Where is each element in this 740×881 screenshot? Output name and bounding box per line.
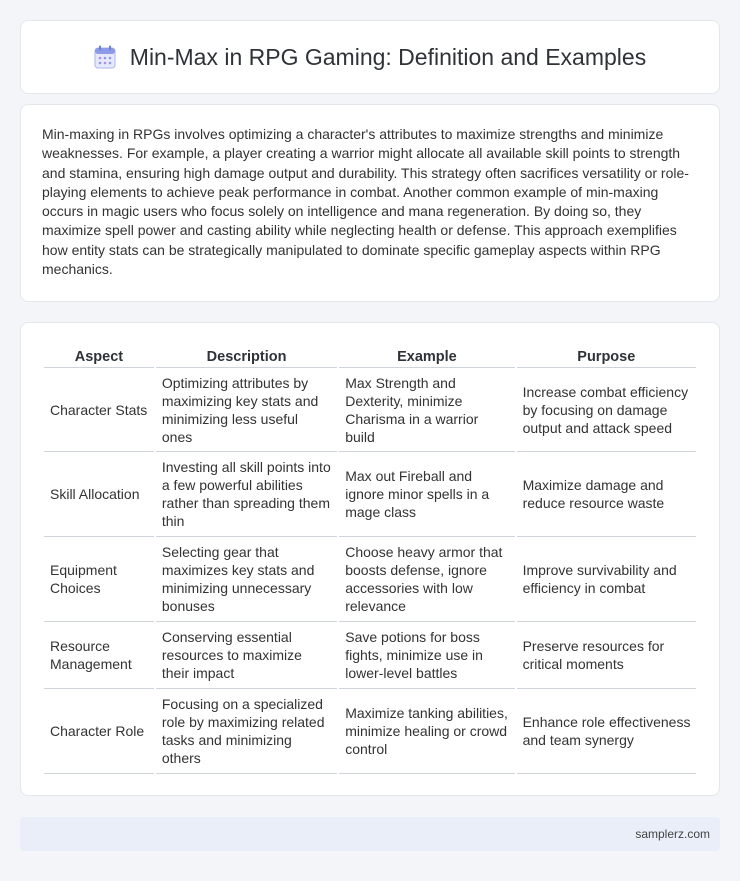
cell-example: Maximize tanking abilities, minimize healing or crowd control xyxy=(339,689,514,774)
table-row xyxy=(44,452,696,537)
cell-description: Conserving essential resources to maximize their impact xyxy=(156,622,337,689)
intro-paragraph: Min-maxing in RPGs involves optimizing a character's attributes to maximize strengths and minimize weaknesses. For example, a player creating a warrior might allocate all available skill points to strength and stamina, ensuring high damage output and durability. This strategy often sacrifices versatility or role-playing elements to achieve peak performance in combat. Another common example of min-maxing occurs in magic users who focus solely on intelligence and mana regeneration. By doing so, they maximize spell power and casting ability while neglecting health or defense. This approach exemplifies how entity stats can be strategically manipulated to dominate specific gameplay aspects within RPG mechanics. xyxy=(42,126,689,278)
cell-aspect: Resource Management xyxy=(44,622,154,689)
cell-purpose: Enhance role effectiveness and team synergy xyxy=(517,689,696,774)
cell-example: Max Strength and Dexterity, minimize Charisma in a warrior build xyxy=(339,368,514,452)
cell-purpose: Increase combat efficiency by focusing on damage output and attack speed xyxy=(517,368,696,452)
intro-card xyxy=(20,104,720,302)
cell-description: Selecting gear that maximizes key stats and minimizing unnecessary bonuses xyxy=(156,537,337,622)
cell-aspect: Equipment Choices xyxy=(44,537,154,622)
title-card xyxy=(20,20,720,94)
cell-purpose: Preserve resources for critical moments xyxy=(517,622,696,689)
cell-description: Optimizing attributes by maximizing key stats and minimizing less useful ones xyxy=(156,368,337,452)
cell-example: Save potions for boss fights, minimize use in lower-level battles xyxy=(339,622,514,689)
cell-example: Max out Fireball and ignore minor spells in a mage class xyxy=(339,452,514,537)
header-example: Example xyxy=(339,343,514,368)
header-purpose: Purpose xyxy=(517,343,696,368)
page-title: Min-Max in RPG Gaming: Definition and Examples xyxy=(129,43,647,70)
table-row xyxy=(44,622,696,689)
table-header-row xyxy=(44,343,696,368)
footer xyxy=(20,817,720,851)
cell-description: Focusing on a specialized role by maximizing related tasks and minimizing others xyxy=(156,689,337,774)
cell-description: Investing all skill points into a few powerful abilities rather than spreading them thin xyxy=(156,452,337,537)
cell-purpose: Maximize damage and reduce resource waste xyxy=(517,452,696,537)
cell-aspect: Character Role xyxy=(44,689,154,774)
header-aspect: Aspect xyxy=(44,343,154,368)
header-description: Description xyxy=(156,343,337,368)
footer-site-link[interactable]: samplerz.com xyxy=(635,827,710,841)
table-row xyxy=(44,689,696,774)
cell-aspect: Character Stats xyxy=(44,368,154,452)
table-row xyxy=(44,368,696,452)
cell-example: Choose heavy armor that boosts defense, ignore accessories with low relevance xyxy=(339,537,514,622)
table-card xyxy=(20,322,720,796)
cell-purpose: Improve survivability and efficiency in combat xyxy=(517,537,696,622)
calendar-icon xyxy=(94,45,116,69)
aspects-table xyxy=(42,343,698,774)
cell-aspect: Skill Allocation xyxy=(44,452,154,537)
table-row xyxy=(44,537,696,622)
